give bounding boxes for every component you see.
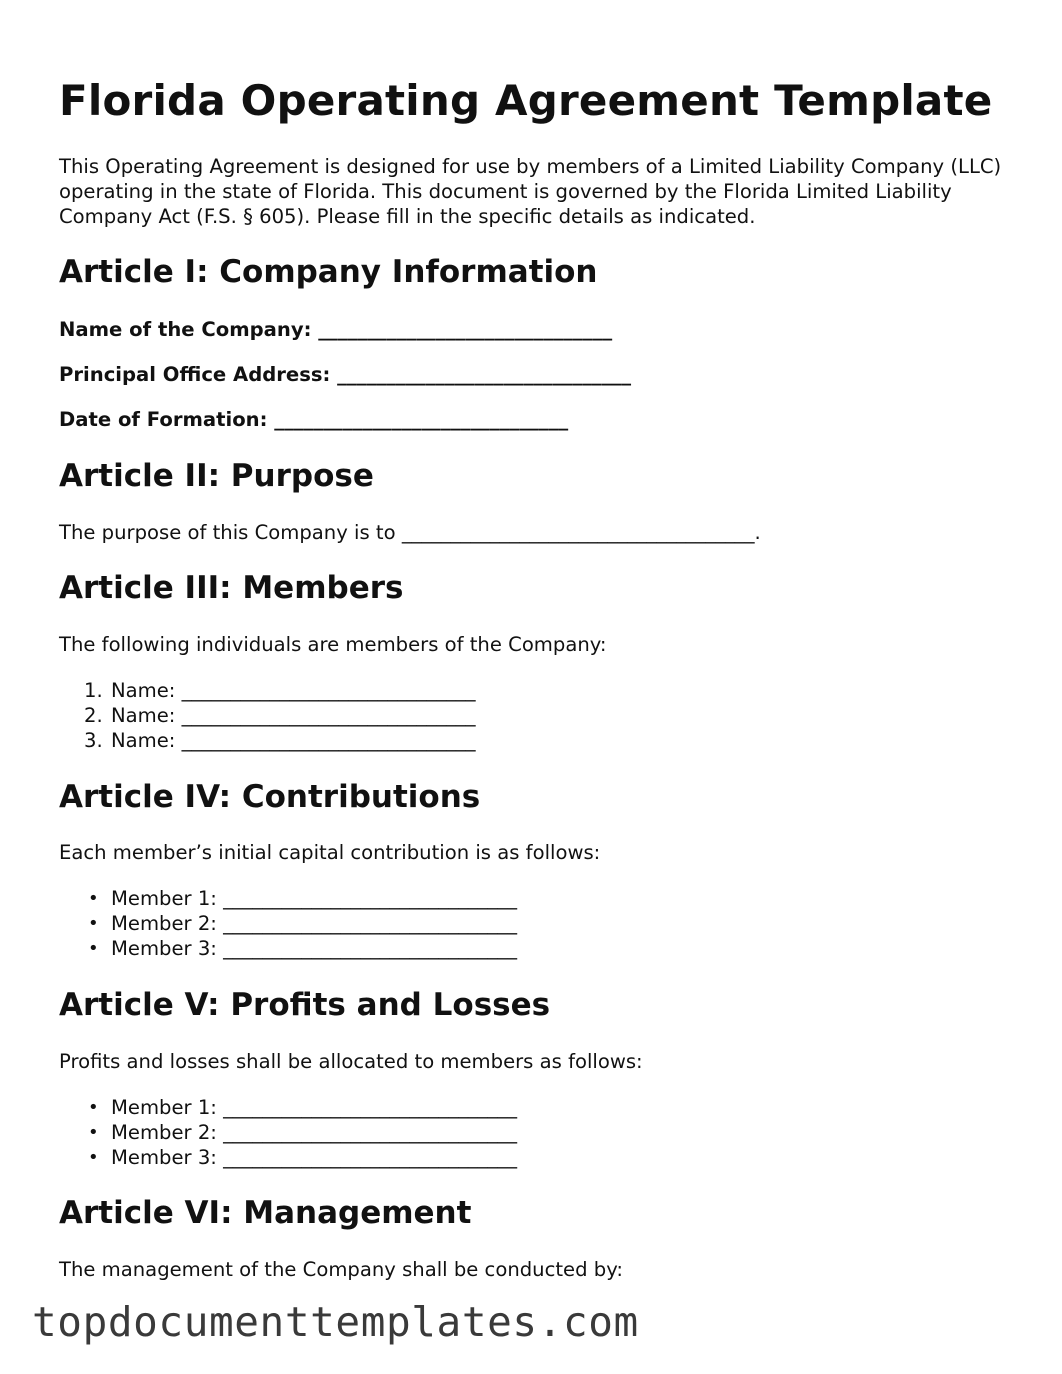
list-item — [59, 1120, 517, 1145]
article-2-heading: Article II: Purpose — [59, 458, 374, 494]
contribution-field: Member 1: ______________________________ — [111, 887, 518, 910]
list-item — [59, 1145, 517, 1170]
list-number: 2. — [84, 704, 103, 727]
purpose-text: The purpose of this Company is to ____________________________________. — [59, 521, 761, 544]
members-list — [59, 678, 476, 753]
company-name-field: Name of the Company: ______________________________ — [59, 318, 613, 341]
profits-intro: Profits and losses shall be allocated to members as follows: — [59, 1050, 643, 1073]
list-item — [59, 936, 517, 961]
formation-date-field: Date of Formation: ______________________________ — [59, 408, 569, 431]
contribution-field: Member 3: ______________________________ — [111, 937, 518, 960]
members-intro: The following individuals are members of the Company: — [59, 633, 607, 656]
member-name-field: Name: ______________________________ — [111, 679, 476, 702]
bullet-icon: • — [88, 938, 99, 959]
contribution-field: Member 2: ______________________________ — [111, 912, 518, 935]
list-item — [59, 728, 476, 753]
list-number: 1. — [84, 679, 103, 702]
bullet-icon: • — [88, 1097, 99, 1118]
article-3-heading: Article III: Members — [59, 570, 404, 606]
profits-list — [59, 1095, 517, 1170]
allocation-field: Member 2: ______________________________ — [111, 1121, 518, 1144]
contributions-list — [59, 886, 517, 961]
intro-paragraph: This Operating Agreement is designed for use by members of a Limited Liability Company (LLC) operating in the state of Florida. This document is governed by the Florida Limited Liability Company Act (F.S. § 605). Please fill in the specific details as indicated. — [59, 155, 1002, 228]
contributions-intro: Each member’s initial capital contribution is as follows: — [59, 841, 601, 864]
management-text: The management of the Company shall be conducted by: — [59, 1258, 623, 1281]
watermark: topdocumenttemplates.com — [32, 1298, 639, 1346]
list-item — [59, 886, 517, 911]
bullet-icon: • — [88, 913, 99, 934]
list-item — [59, 678, 476, 703]
list-item — [59, 1095, 517, 1120]
bullet-icon: • — [88, 888, 99, 909]
list-number: 3. — [84, 729, 103, 752]
bullet-icon: • — [88, 1122, 99, 1143]
member-name-field: Name: ______________________________ — [111, 704, 476, 727]
bullet-icon: • — [88, 1147, 99, 1168]
document-title: Florida Operating Agreement Template — [59, 76, 993, 125]
allocation-field: Member 1: ______________________________ — [111, 1096, 518, 1119]
member-name-field: Name: ______________________________ — [111, 729, 476, 752]
list-item — [59, 911, 517, 936]
article-6-heading: Article VI: Management — [59, 1195, 472, 1231]
article-5-heading: Article V: Profits and Losses — [59, 987, 551, 1023]
list-item — [59, 703, 476, 728]
allocation-field: Member 3: ______________________________ — [111, 1146, 518, 1169]
principal-office-field: Principal Office Address: ______________________________ — [59, 363, 632, 386]
article-1-heading: Article I: Company Information — [59, 254, 598, 290]
article-4-heading: Article IV: Contributions — [59, 779, 481, 815]
